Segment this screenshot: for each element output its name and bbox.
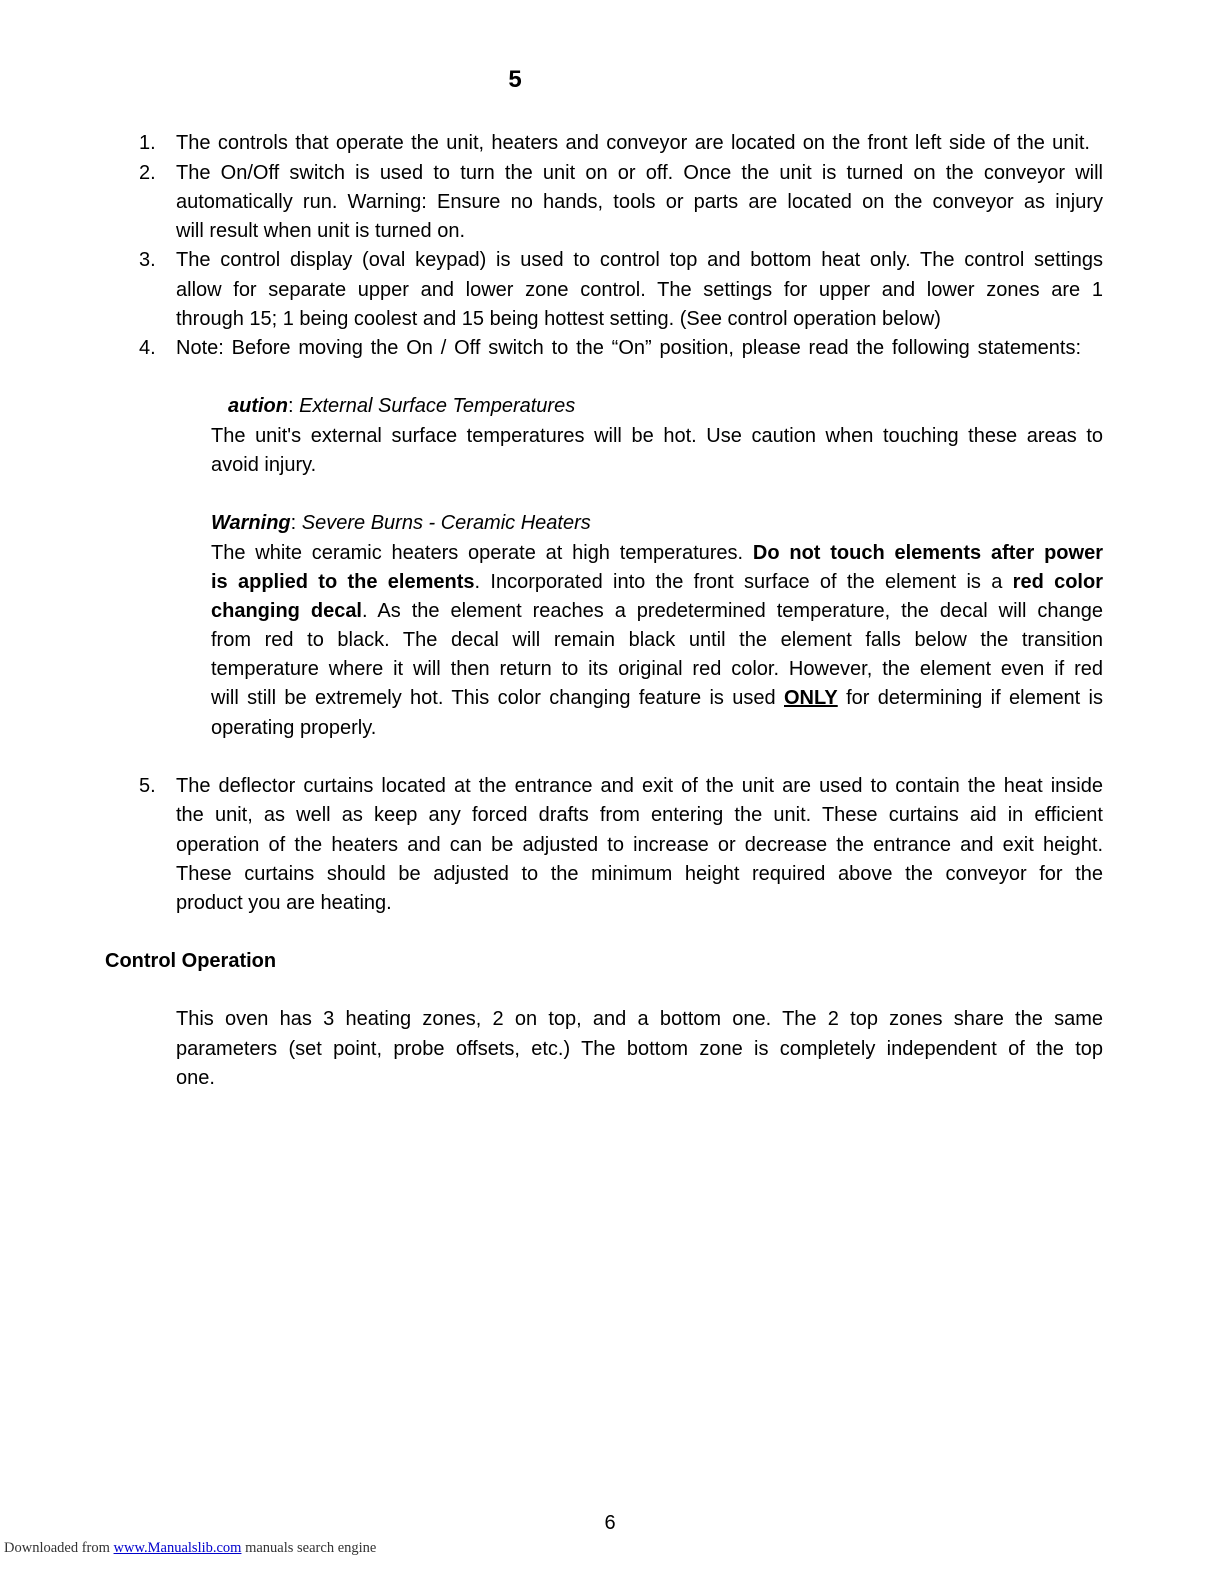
item1-line1: The controls that operate the unit, heaters and conveyor are located on the front left side of the unit. [176,132,1090,154]
item3-line2: allow for separate upper and lower zone control. The settings for upper and lower zones are 1 [176,279,1103,301]
warning-line1 [211,541,1103,565]
warning-line3-text: . As the element reaches a predetermined temperature, the decal will change [362,600,1103,622]
warning-label: Warning [211,512,291,534]
warning-only-emphasis: ONLY [784,687,838,709]
list-number-3: 3. [139,249,156,271]
caution-title [228,394,575,418]
warning-line3 [211,599,1103,623]
warning-line1-bold: Do not touch elements after power [752,542,1103,564]
warning-line6-text: will still be extremely hot. This color changing feature is used [211,687,784,709]
manualslib-link[interactable]: www.Manualslib.com [113,1540,242,1556]
warning-line2-bold: is applied to the elements [211,571,475,593]
caution-subject: External Surface Temperatures [299,395,576,417]
page-section-number: 5 [508,66,522,93]
warning-line1-text: The white ceramic heaters operate at high temperatures. [211,542,753,564]
footer-suffix: manuals search engine [241,1540,377,1556]
warning-line2-bold2: red color [1012,571,1103,593]
item5-line4: These curtains should be adjusted to the minimum height required above the conveyor for the [176,863,1103,885]
warning-title [211,511,591,535]
item2-line2: automatically run. Warning: Ensure no hands, tools or parts are located on the conveyor as injury [176,191,1103,213]
list-number-4: 4. [139,337,156,359]
warning-line5: temperature where it will then return to its original red color. However, the element even if red [211,658,1103,680]
warning-line6-text2: for determining if element is [837,687,1103,709]
list-number-5: 5. [139,775,156,797]
caution-line2: avoid injury. [211,454,317,476]
item5-line5: product you are heating. [176,892,392,914]
control-operation-heading: Control Operation [105,950,277,972]
caution-label: aution [228,395,288,417]
item2-line1: The On/Off switch is used to turn the unit on or off. Once the unit is turned on the conveyor will [176,162,1103,184]
item5-line1: The deflector curtains located at the entrance and exit of the unit are used to contain the heat inside [176,775,1103,797]
caution-separator: : [288,395,300,417]
caution-line1: The unit's external surface temperatures will be hot. Use caution when touching these areas to [211,425,1103,447]
page-number: 6 [604,1512,616,1534]
warning-subject: Severe Burns - Ceramic Heaters [301,512,591,534]
warning-separator: : [290,512,302,534]
item5-line3: operation of the heaters and can be adjusted to increase or decrease the entrance and exit height. [176,834,1103,856]
item5-line2: the unit, as well as keep any forced drafts from entering the unit. These curtains aid in efficient [176,804,1103,826]
control-line3: one. [176,1067,215,1089]
item2-line3: will result when unit is turned on. [176,220,466,242]
footer-prefix: Downloaded from [4,1540,114,1556]
warning-line6 [211,686,1103,710]
list-number-2: 2. [139,162,156,184]
warning-line3-bold: changing decal [211,600,362,622]
warning-line2 [211,570,1103,594]
warning-line7: operating properly. [211,717,377,739]
download-footer [4,1540,376,1557]
item4-line1: Note: Before moving the On / Off switch to the “On” position, please read the following statements: [176,337,1081,359]
item3-line3: through 15; 1 being coolest and 15 being hottest setting. (See control operation below) [176,308,941,330]
control-line1: This oven has 3 heating zones, 2 on top, and a bottom one. The 2 top zones share the same [176,1008,1103,1030]
item3-line1: The control display (oval keypad) is used to control top and bottom heat only. The control settings [176,249,1103,271]
control-line2: parameters (set point, probe offsets, etc.) The bottom zone is completely independent of the top [176,1038,1103,1060]
warning-line4: from red to black. The decal will remain black until the element falls below the transition [211,629,1103,651]
list-number-1: 1. [139,132,156,154]
warning-line2-text: . Incorporated into the front surface of the element is a [474,571,1013,593]
